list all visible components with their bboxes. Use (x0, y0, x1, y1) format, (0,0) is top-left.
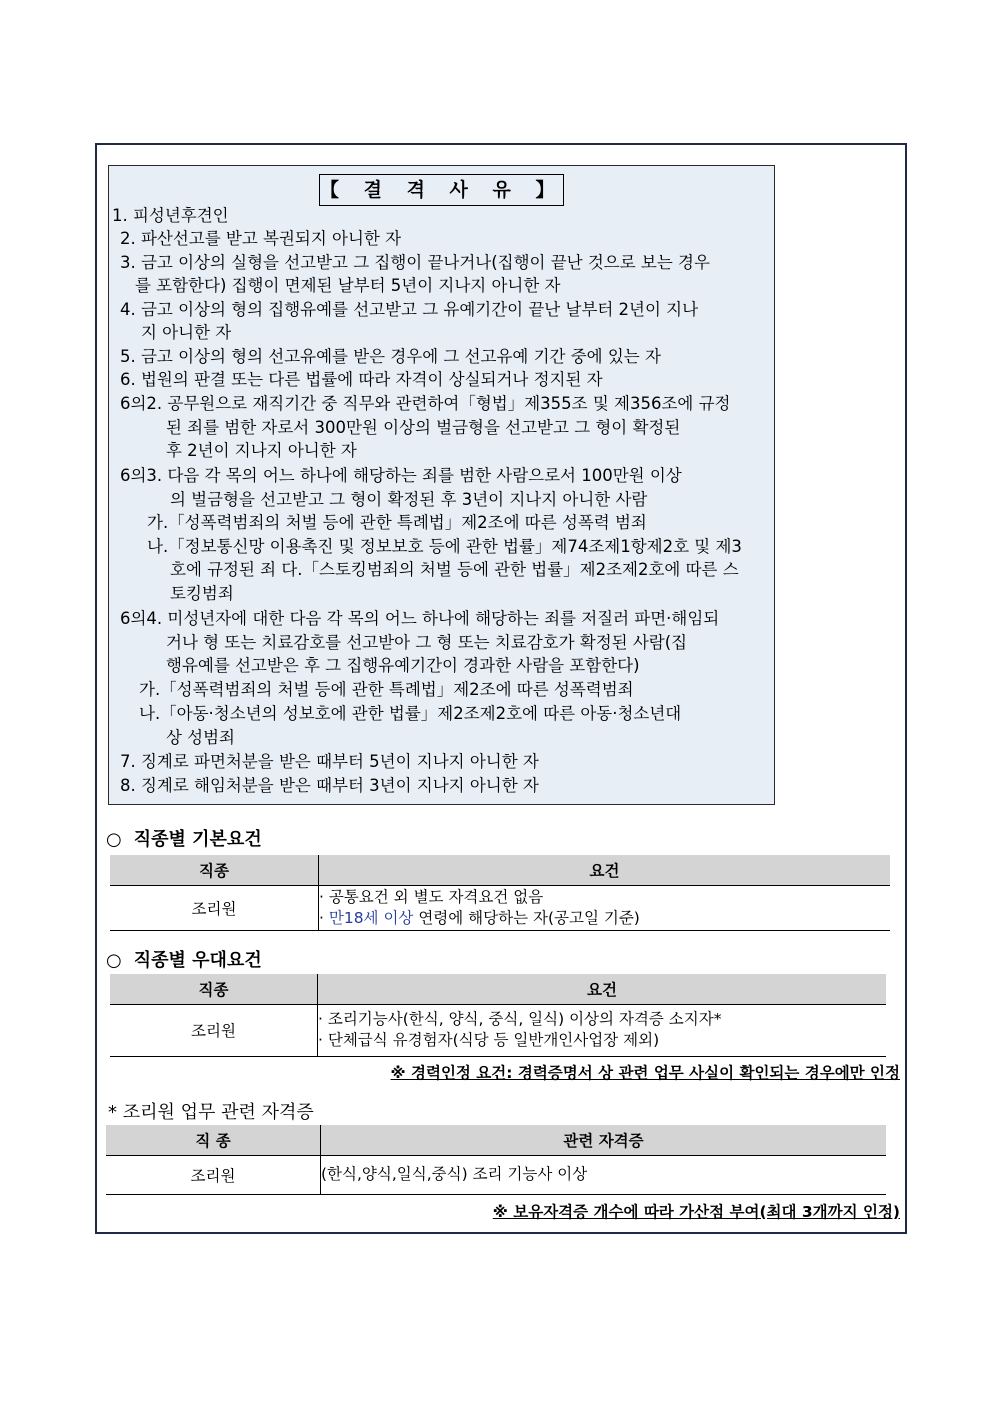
disq-item: 호에 규정된 죄 다.「스토킹범죄의 처벌 등에 관한 법률」제2조제2호에 따른 스 (170, 560, 739, 579)
disq-item: 가.「성폭력범죄의 처벌 등에 관한 특례법」제2조에 따른 성폭력범죄 (139, 680, 634, 699)
basic-heading-text: 직종별 기본요건 (133, 829, 262, 850)
disq-item: 행유예를 선고받은 후 그 집행유예기간이 경과한 사람을 포함한다) (166, 656, 640, 675)
basic-requirements-table (110, 855, 890, 931)
disq-item: 5. 금고 이상의 형의 선고유예를 받은 경우에 그 선고유예 기간 중에 있는 자 (120, 347, 661, 366)
disq-item: 7. 징계로 파면처분을 받은 때부터 5년이 지나지 아니한 자 (120, 752, 539, 771)
disq-item: 가.「성폭력범죄의 처벌 등에 관한 특례법」제2조에 따른 성폭력 범죄 (147, 513, 647, 532)
disqualification-title: 【 결 격 사 유 】 (319, 174, 564, 206)
disq-item: 나.「아동·청소년의 성보호에 관한 법률」제2조제2호에 따른 아동·청소년대 (139, 704, 682, 723)
requirement-cell (319, 885, 891, 930)
disq-item: 2. 파산선고를 받고 복권되지 아니한 자 (120, 229, 402, 248)
job-cell: 조리원 (106, 1155, 321, 1194)
disq-item: 6의4. 미성년자에 대한 다음 각 목의 어느 하나에 해당하는 죄를 저질러 파면·해임되 (120, 609, 720, 628)
cert-cell: (한식,양식,일식,중식) 조리 기능사 이상 (321, 1155, 887, 1194)
disq-item: 거나 형 또는 치료감호를 선고받아 그 형 또는 치료감호가 확정된 사람(집 (166, 633, 688, 652)
disq-item: 를 포함한다) 집행이 면제된 날부터 5년이 지나지 아니한 자 (135, 276, 561, 295)
disq-item: 후 2년이 지나지 아니한 자 (166, 441, 357, 460)
certs-table (106, 1125, 886, 1195)
disq-item: 지 아니한 자 (141, 323, 232, 342)
col-header-job: 직종 (110, 974, 318, 1004)
disq-item: 된 죄를 범한 자로서 300만원 이상의 벌금형을 선고받고 그 형이 확정된 (166, 418, 681, 437)
disq-item: 6. 법원의 판결 또는 다른 법률에 따라 자격이 상실되거나 정지된 자 (120, 370, 603, 389)
disq-item: 6의3. 다음 각 목의 어느 하나에 해당하는 죄를 범한 사람으로서 100만원 이상 (120, 466, 682, 485)
col-header-requirement: 요건 (318, 974, 887, 1004)
preferred-requirements-table (110, 974, 886, 1057)
disq-item: 1. 피성년후견인 (112, 206, 229, 225)
col-header-requirement: 요건 (319, 855, 891, 885)
job-cell: 조리원 (110, 1004, 318, 1056)
career-note: ※ 경력인정 요건: 경력증명서 상 관련 업무 사실이 확인되는 경우에만 인정 (390, 1064, 900, 1082)
job-cell: 조리원 (110, 885, 319, 930)
bonus-note: ※ 보유자격증 개수에 따라 가산점 부여(최대 3개까지 인정) (492, 1203, 900, 1221)
disq-item: 토킹범죄 (170, 584, 234, 603)
bullet-dot: · (319, 908, 329, 927)
requirement-line: · 단체급식 유경험자(식당 등 일반개인사업장 제외) (318, 1031, 660, 1049)
requirement-line (319, 908, 890, 929)
circle-bullet-icon: ○ (106, 950, 122, 971)
disq-item: 3. 금고 이상의 실형을 선고받고 그 집행이 끝나거나(집행이 끝난 것으로 보는 경우 (120, 253, 710, 272)
circle-bullet-icon: ○ (106, 829, 122, 850)
basic-section-heading (106, 825, 262, 851)
disq-item: 6의2. 공무원으로 재직기간 중 직무와 관련하여「형법」제355조 및 제356조에 규정 (120, 394, 731, 413)
disq-item: 8. 징계로 해임처분을 받은 때부터 3년이 지나지 아니한 자 (120, 776, 539, 795)
certs-heading: * 조리원 업무 관련 자격증 (108, 1102, 314, 1123)
col-header-cert: 관련 자격증 (321, 1125, 887, 1155)
preferred-heading-text: 직종별 우대요건 (133, 950, 262, 971)
preferred-section-heading (106, 946, 262, 972)
disq-item: 나.「정보통신망 이용촉진 및 정보보호 등에 관한 법률」제74조제1항제2호 및 제3 (147, 537, 742, 556)
col-header-job: 직 종 (106, 1125, 321, 1155)
col-header-job: 직종 (110, 855, 319, 885)
disq-item: 의 벌금형을 선고받고 그 형이 확정된 후 3년이 지나지 아니한 사람 (170, 490, 648, 509)
requirement-line: · 조리기능사(한식, 양식, 중식, 일식) 이상의 자격증 소지자* (318, 1010, 722, 1028)
disq-item: 4. 금고 이상의 형의 집행유예를 선고받고 그 유예기간이 끝난 날부터 2년이 지나 (120, 300, 699, 319)
disq-item: 상 성범죄 (166, 728, 236, 747)
requirement-rest: 연령에 해당하는 자(공고일 기준) (413, 908, 640, 927)
requirement-line: · 공통요건 외 별도 자격요건 없음 (319, 887, 544, 906)
requirement-cell (318, 1004, 887, 1056)
age-highlight: 만18세 이상 (328, 908, 414, 927)
